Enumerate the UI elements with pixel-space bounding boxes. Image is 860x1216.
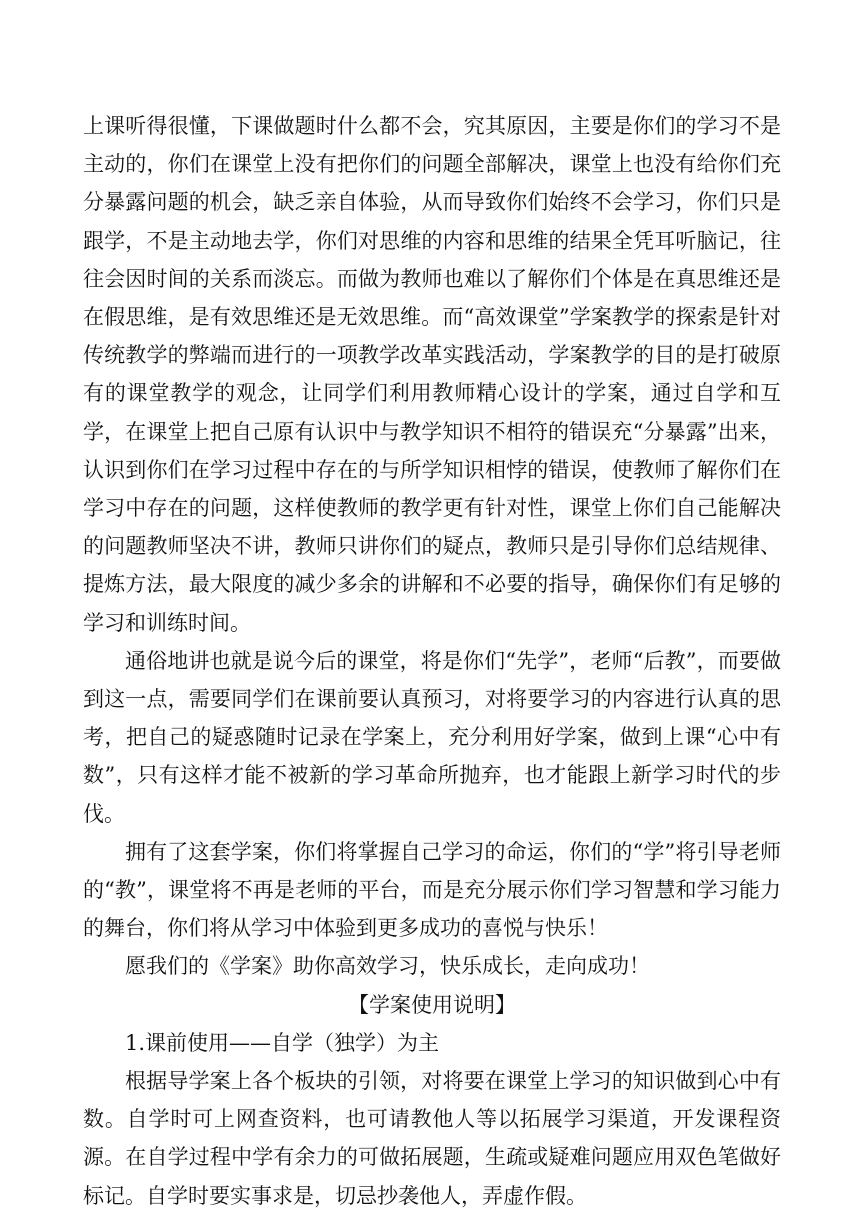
document-page <box>83 107 781 1215</box>
pre-study-paragraph: 通俗地讲也就是说今后的课堂，将是你们“先学”，老师“后教”，而要做到这一点，需要同学们在课前要认真预习，对将要学习的内容进行认真的思考，把自己的疑惑随时记录在学案上，充分利用好学案，做到上课“心中有数”，只有这样才能不被新的学习革命所抛弃，也才能跟上新学习时代的步伐。 <box>83 648 781 826</box>
section-heading: 【学案使用说明】 <box>348 992 516 1017</box>
intro-paragraph: 上课听得很懂，下课做题时什么都不会，究其原因，主要是你们的学习不是主动的，你们在课堂上没有把你们的问题全部解决，课堂上也没有给你们充分暴露问题的机会，缺乏亲自体验，从而导致你们始终不会学习，你们只是跟学，不是主动地去学，你们对思维的内容和思维的结果全凭耳听脑记，往往会因时间的关系而淡忘。而做为教师也难以了解你们个体是在真思维还是在假思维，是有效思维还是无效思维。而“高效课堂”学案教学的探索是针对传统教学的弊端而进行的一项教学改革实践活动，学案教学的目的是打破原有的课堂教学的观念，让同学们利用教师精心设计的学案，通过自学和互学，在课堂上把自己原有认识中与教学知识不相符的错误充“分暴露”出来，认识到你们在学习过程中存在的与所学知识相悖的错误，使教师了解你们在学习中存在的问题，这样使教师的教学更有针对性，课堂上你们自己能解决的问题教师坚决不讲，教师只讲你们的疑点，教师只是引导你们总结规律、提炼方法，最大限度的减少多余的讲解和不必要的指导，确保你们有足够的学习和训练时间。 <box>83 114 781 635</box>
subsection-heading: 1.课前使用——自学（独学）为主 <box>125 1030 440 1055</box>
usage-instructions-paragraph: 根据导学案上各个板块的引领，对将要在课堂上学习的知识做到心中有数。自学时可上网查资料，也可请教他人等以拓展学习渠道，开发课程资源。在自学过程中学有余力的可做拓展题，生疏或疑难问题应用双色笔做好标记。自学时要实事求是，切忌抄袭他人，弄虚作假。 <box>83 1069 781 1208</box>
closing-wish-paragraph: 愿我们的《学案》助你高效学习，快乐成长，走向成功！ <box>125 954 650 979</box>
study-plan-benefit-paragraph: 拥有了这套学案，你们将掌握自己学习的命运，你们的“学”将引导老师的“教”，课堂将不再是老师的平台，而是充分展示你们学习智慧和学习能力的舞台，你们将从学习中体验到更多成功的喜悦与快乐！ <box>83 839 781 941</box>
